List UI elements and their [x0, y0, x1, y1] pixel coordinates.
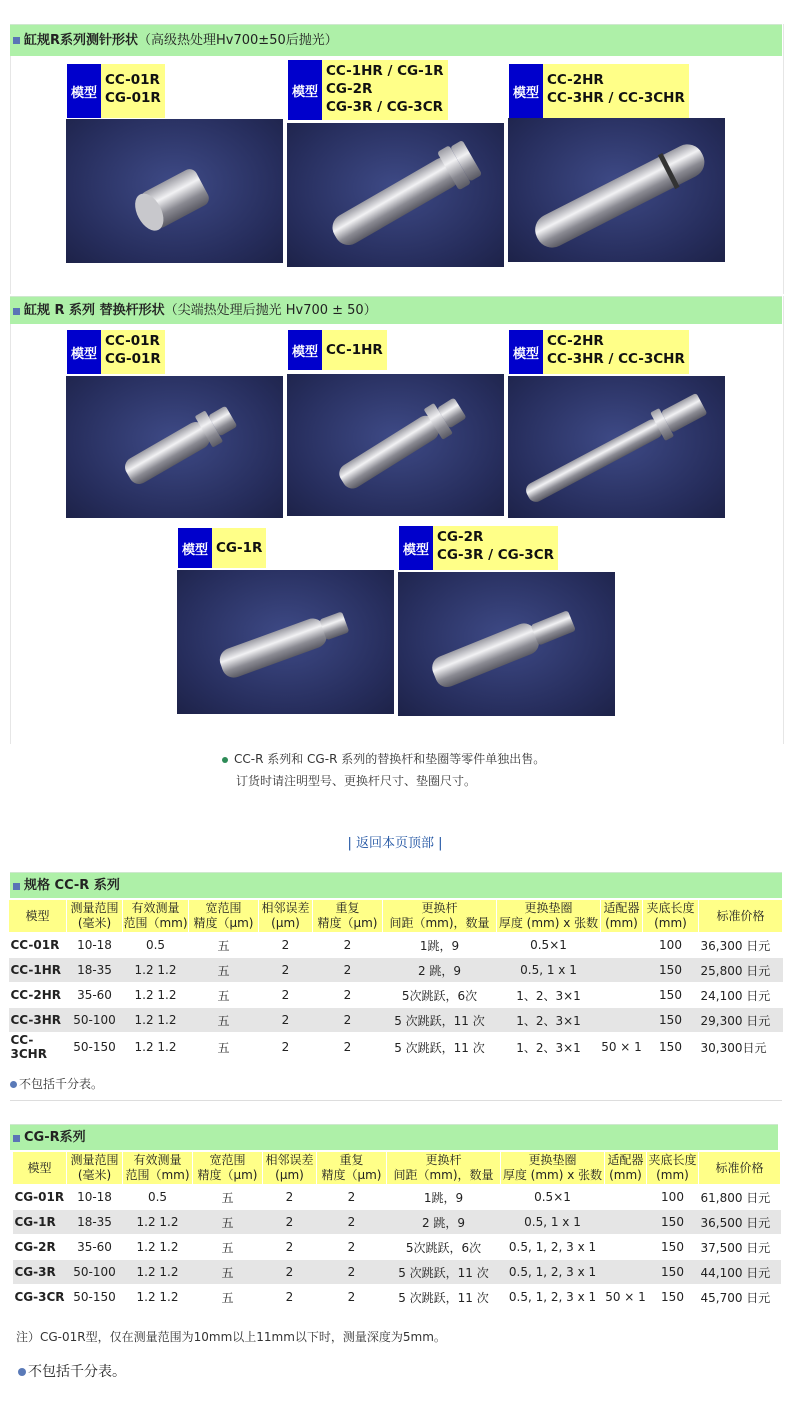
table-cell [601, 983, 643, 1008]
column-header-line: (μm) [275, 1168, 304, 1182]
column-header [317, 1152, 387, 1185]
table-cell: 2 [263, 1285, 317, 1310]
column-header [67, 1152, 123, 1185]
table-cell [605, 1235, 647, 1260]
table-cell: 150 [647, 1235, 699, 1260]
table-cell: 2 [317, 1260, 387, 1285]
table-cell: 0.5, 1 x 1 [501, 1210, 605, 1235]
model-tag: 模型 [399, 526, 433, 570]
table-row [13, 1185, 781, 1210]
table-cell: 五 [189, 1008, 259, 1033]
column-header-line: 更换垫圈 [524, 901, 573, 915]
model-name-line: CG-1R [216, 540, 263, 556]
table-cell: 50-100 [67, 1260, 123, 1285]
column-header-line: 更换杆 [425, 1153, 462, 1167]
model-cell: CC-01R [9, 933, 67, 958]
table-cell: 5次跳跃，6次 [383, 983, 497, 1008]
model-names [212, 528, 266, 568]
column-header [643, 900, 699, 933]
table-cell: 1、2、3×1 [497, 983, 601, 1008]
column-header-line: (mm) [609, 1168, 642, 1182]
table-cell: 35-60 [67, 983, 123, 1008]
model-name-line: CC-1HR [326, 342, 383, 358]
table-row [9, 958, 783, 983]
column-header-line: (毫米) [77, 1168, 112, 1182]
table-cell: 五 [193, 1260, 263, 1285]
bullet-dot-icon [222, 757, 228, 763]
column-header [501, 1152, 605, 1185]
table-cell: 五 [189, 933, 259, 958]
column-header-line: 夹底长度 [646, 901, 695, 915]
table-cell: 0.5, 1 x 1 [497, 958, 601, 983]
table-cell: 0.5 [123, 1185, 193, 1210]
model-label-rod-cc01r [67, 330, 165, 374]
column-header [313, 900, 383, 933]
model-cell: CC-3CHR [9, 1033, 67, 1062]
table-cell: 150 [647, 1285, 699, 1310]
table-cell [605, 1260, 647, 1285]
model-cell: CC-2HR [9, 983, 67, 1008]
model-tag: 模型 [288, 330, 322, 370]
table-cell: 2 [259, 933, 313, 958]
table-cell: 150 [643, 983, 699, 1008]
cg-spec-header [10, 1124, 778, 1150]
column-header [387, 1152, 501, 1185]
table-cell: 2 [313, 958, 383, 983]
column-header [9, 900, 67, 933]
model-name-line: CC-2HR [547, 72, 604, 88]
model-cell: CC-1HR [9, 958, 67, 983]
table-cell [601, 933, 643, 958]
model-name-line: CG-01R [105, 90, 161, 106]
model-cell: CG-1R [13, 1210, 67, 1235]
table-row [9, 1033, 783, 1062]
model-tag: 模型 [67, 64, 101, 118]
model-label-rod-cg2r [399, 526, 558, 570]
table-cell: 2 [313, 983, 383, 1008]
table-cell: 0.5×1 [497, 933, 601, 958]
table-cell: 2 [317, 1285, 387, 1310]
model-cell: CG-3R [13, 1260, 67, 1285]
model-label-rod-cc2hr [509, 330, 689, 374]
column-header-line: 测量范围 [70, 1153, 119, 1167]
table-cell: 1.2 1.2 [123, 1285, 193, 1310]
model-names [101, 330, 165, 374]
model-tag: 模型 [178, 528, 212, 568]
column-header-line: 厚度 (mm) x 张数 [498, 916, 599, 930]
price-cell: 36,500 日元 [699, 1210, 781, 1235]
column-header-line: 间距（mm)，数量 [389, 916, 490, 930]
table-cell: 2 [313, 933, 383, 958]
model-cell: CG-01R [13, 1185, 67, 1210]
table-cell: 50-150 [67, 1033, 123, 1062]
cg-note: 注）CG-01R型，仅在测量范围为10mm以上11mm以下时，测量深度为5mm。 [16, 1330, 446, 1344]
table-cell: 5 次跳跃，11 次 [383, 1033, 497, 1062]
table-cell: 2 [317, 1235, 387, 1260]
table-cell: 1.2 1.2 [123, 1210, 193, 1235]
parts-note [222, 750, 762, 789]
rod-photo-cg1r [177, 570, 394, 714]
table-cell: 10-18 [67, 1185, 123, 1210]
price-cell: 61,800 日元 [699, 1185, 781, 1210]
column-header-line: 有效测量 [131, 901, 180, 915]
column-header-line: 精度（μm) [317, 916, 378, 930]
table-cell: 五 [193, 1235, 263, 1260]
table-row [13, 1235, 781, 1260]
table-row [9, 983, 783, 1008]
table-cell: 50-150 [67, 1285, 123, 1310]
column-header-line: 重复 [339, 1153, 364, 1167]
table-cell: 150 [647, 1210, 699, 1235]
table-cell: 1跳，9 [383, 933, 497, 958]
table-cell: 0.5 [123, 933, 189, 958]
model-name-line: CC-3HR / CC-3CHR [547, 351, 685, 367]
column-header-line: 相邻误差 [265, 1153, 314, 1167]
model-label-rod-cc1hr [288, 330, 387, 370]
price-cell: 36,300 日元 [699, 933, 783, 958]
table-row [13, 1260, 781, 1285]
price-cell: 24,100 日元 [699, 983, 783, 1008]
table-cell: 1.2 1.2 [123, 983, 189, 1008]
price-cell: 37,500 日元 [699, 1235, 781, 1260]
section-subtitle: （高级热处理Hv700±50后抛光） [138, 33, 338, 48]
column-header-line: 模型 [25, 908, 50, 923]
column-header-line: 宽范围 [205, 901, 242, 915]
table-cell: 18-35 [67, 958, 123, 983]
model-names [543, 64, 689, 118]
column-header [123, 1152, 193, 1185]
price-cell: 25,800 日元 [699, 958, 783, 983]
table-cell: 2 [313, 1008, 383, 1033]
column-header [647, 1152, 699, 1185]
table-cell: 100 [647, 1185, 699, 1210]
model-name-line: CC-3HR / CC-3CHR [547, 90, 685, 106]
column-header [123, 900, 189, 933]
column-header-line: 宽范围 [209, 1153, 246, 1167]
table-cell: 2 跳，9 [387, 1210, 501, 1235]
model-name-line: CG-2R [437, 529, 484, 545]
column-header-line: 标准价格 [716, 908, 765, 923]
column-header-line: 适配器 [607, 1153, 644, 1167]
table-cell: 五 [193, 1185, 263, 1210]
column-header [383, 900, 497, 933]
square-bullet-icon [13, 883, 20, 890]
table-cell: 2 [259, 1033, 313, 1062]
table-cell: 18-35 [67, 1210, 123, 1235]
model-cell: CC-3HR [9, 1008, 67, 1033]
table-cell: 0.5, 1, 2, 3 x 1 [501, 1235, 605, 1260]
square-bullet-icon [13, 1135, 20, 1142]
model-names [543, 330, 689, 374]
model-name-line: CC-2HR [547, 333, 604, 349]
table-cell: 5 次跳跃，11 次 [383, 1008, 497, 1033]
table-cell: 150 [647, 1260, 699, 1285]
model-name-line: CG-2R [326, 81, 373, 97]
probe-photo-cc01r [66, 119, 283, 263]
model-name-line: CC-01R [105, 72, 160, 88]
parts-note-line1: CC-R 系列和 CG-R 系列的替换杆和垫圈等零件单独出售。 [234, 752, 546, 766]
table-cell: 2 [263, 1260, 317, 1285]
column-header [497, 900, 601, 933]
column-header-line: 更换垫圈 [528, 1153, 577, 1167]
column-header-line: 范围（mm) [125, 1168, 190, 1182]
column-header-line: (mm) [656, 1168, 689, 1182]
table-row [13, 1285, 781, 1310]
table-cell: 2 [259, 983, 313, 1008]
model-tag: 模型 [288, 60, 322, 120]
back-to-top-link[interactable]: | 返回本页顶部 | [347, 836, 443, 851]
table-cell: 五 [189, 983, 259, 1008]
model-tag: 模型 [509, 330, 543, 374]
table-cell: 五 [193, 1210, 263, 1235]
model-name-line: CC-01R [105, 333, 160, 349]
model-name-line: CC-1HR / CG-1R [326, 63, 444, 79]
column-header-line: 间距（mm)，数量 [393, 1168, 494, 1182]
column-header-line: 测量范围 [70, 901, 119, 915]
column-header-line: 重复 [335, 901, 360, 915]
table-cell: 1、2、3×1 [497, 1033, 601, 1062]
model-label-cc2hr-group [509, 64, 689, 118]
model-name-line: CG-3R / CG-3CR [326, 99, 443, 115]
table-cell: 2 [317, 1185, 387, 1210]
model-names [322, 330, 387, 370]
table-cell: 1、2、3×1 [497, 1008, 601, 1033]
table-cell: 1.2 1.2 [123, 1260, 193, 1285]
table-header-row [13, 1152, 781, 1185]
table-header-row [9, 900, 783, 933]
table-cell [605, 1210, 647, 1235]
column-header-line: (mm) [605, 916, 638, 930]
table-cell [601, 1008, 643, 1033]
section-title: 缸规 R 系列 替换杆形状 [24, 303, 165, 318]
table-cell: 0.5, 1, 2, 3 x 1 [501, 1285, 605, 1310]
table-cell: 五 [189, 1033, 259, 1062]
column-header-line: 相邻误差 [261, 901, 310, 915]
divider [10, 1100, 782, 1101]
table-cell: 5次跳跃，6次 [387, 1235, 501, 1260]
square-bullet-icon [13, 37, 20, 44]
section-probe-shapes-header [10, 24, 782, 56]
bullet-dot-icon [18, 1368, 26, 1376]
column-header-line: (毫米) [77, 916, 112, 930]
table-cell: 五 [189, 958, 259, 983]
rod-photo-cc2hr [508, 376, 725, 518]
table-cell: 5 次跳跃，11 次 [387, 1260, 501, 1285]
column-header [699, 900, 783, 933]
table-cell: 150 [643, 958, 699, 983]
section-rod-shapes-header [10, 296, 782, 324]
column-header-line: 夹底长度 [648, 1153, 697, 1167]
table-cell: 1跳，9 [387, 1185, 501, 1210]
price-cell: 44,100 日元 [699, 1260, 781, 1285]
table-cell: 2 [259, 1008, 313, 1033]
column-header [67, 900, 123, 933]
model-names [433, 526, 558, 570]
table-cell: 2 跳，9 [383, 958, 497, 983]
table-cell: 2 [263, 1235, 317, 1260]
table-cell [601, 958, 643, 983]
table-cell: 5 次跳跃，11 次 [387, 1285, 501, 1310]
model-label-cc01r [67, 64, 165, 118]
table-cell: 35-60 [67, 1235, 123, 1260]
cc-spec-title: 规格 CC-R 系列 [24, 878, 120, 893]
column-header [193, 1152, 263, 1185]
square-bullet-icon [13, 308, 20, 315]
cg-footnote [18, 1361, 126, 1381]
column-header-line: 厚度 (mm) x 张数 [502, 1168, 603, 1182]
model-cell: CG-2R [13, 1235, 67, 1260]
section-title: 缸规R系列测针形状 [24, 33, 139, 48]
probe-photo-cc1hr [287, 123, 504, 267]
cc-spec-header [10, 872, 782, 898]
column-header-line: 精度（μm) [193, 916, 254, 930]
price-cell: 30,300日元 [699, 1033, 783, 1062]
table-cell: 1.2 1.2 [123, 1033, 189, 1062]
column-header-line: 精度（μm) [321, 1168, 382, 1182]
column-header-line: (mm) [654, 916, 687, 930]
column-header-line: 更换杆 [421, 901, 458, 915]
table-cell: 五 [193, 1285, 263, 1310]
table-cell: 2 [317, 1210, 387, 1235]
column-header [263, 1152, 317, 1185]
cc-footnote-text: 不包括千分表。 [19, 1077, 104, 1091]
rod-photo-cc01r [66, 376, 283, 518]
bullet-dot-icon [10, 1081, 17, 1088]
table-cell: 50 × 1 [601, 1033, 643, 1062]
model-name-line: CG-01R [105, 351, 161, 367]
model-names [101, 64, 165, 118]
section-subtitle: （尖端热处理后抛光 Hv700 ± 50） [164, 303, 377, 318]
price-cell: 29,300 日元 [699, 1008, 783, 1033]
column-header-line: 范围（mm) [123, 916, 188, 930]
table-cell: 100 [643, 933, 699, 958]
cc-footnote [10, 1075, 103, 1092]
cc-spec-table [8, 899, 783, 1062]
rod-photo-cg2r [398, 572, 615, 716]
table-row [9, 933, 783, 958]
rod-photo-cc1hr [287, 374, 504, 516]
model-label-cc1hr-group [288, 60, 448, 120]
column-header [189, 900, 259, 933]
table-cell: 50 × 1 [605, 1285, 647, 1310]
model-label-rod-cg1r [178, 528, 266, 568]
column-header-line: 标准价格 [715, 1160, 764, 1175]
table-cell [605, 1185, 647, 1210]
price-cell: 45,700 日元 [699, 1285, 781, 1310]
column-header-line: 精度（μm) [197, 1168, 258, 1182]
table-row [9, 1008, 783, 1033]
table-cell: 50-100 [67, 1008, 123, 1033]
column-header-line: 模型 [27, 1160, 52, 1175]
table-cell: 150 [643, 1033, 699, 1062]
table-row [13, 1210, 781, 1235]
table-cell: 1.2 1.2 [123, 958, 189, 983]
model-tag: 模型 [509, 64, 543, 118]
table-cell: 1.2 1.2 [123, 1008, 189, 1033]
column-header [13, 1152, 67, 1185]
table-cell: 2 [259, 958, 313, 983]
table-cell: 2 [263, 1210, 317, 1235]
table-cell: 0.5, 1, 2, 3 x 1 [501, 1260, 605, 1285]
cg-spec-table [12, 1151, 781, 1310]
column-header [259, 900, 313, 933]
model-tag: 模型 [67, 330, 101, 374]
model-names [322, 60, 448, 120]
model-name-line: CG-3R / CG-3CR [437, 547, 554, 563]
column-header [699, 1152, 781, 1185]
model-cell: CG-3CR [13, 1285, 67, 1310]
table-cell: 1.2 1.2 [123, 1235, 193, 1260]
column-header [601, 900, 643, 933]
table-cell: 2 [263, 1185, 317, 1210]
table-cell: 150 [643, 1008, 699, 1033]
column-header [605, 1152, 647, 1185]
table-cell: 2 [313, 1033, 383, 1062]
column-header-line: (μm) [271, 916, 300, 930]
column-header-line: 有效测量 [133, 1153, 182, 1167]
cg-spec-title: CG-R系列 [24, 1130, 86, 1145]
table-cell: 0.5×1 [501, 1185, 605, 1210]
table-cell: 10-18 [67, 933, 123, 958]
probe-photo-cc2hr [508, 118, 725, 262]
column-header-line: 适配器 [603, 901, 640, 915]
parts-note-line2: 订货时请注明型号、更换杆尺寸、垫圈尺寸。 [236, 774, 477, 788]
cg-footnote-text: 不包括千分表。 [28, 1364, 126, 1380]
